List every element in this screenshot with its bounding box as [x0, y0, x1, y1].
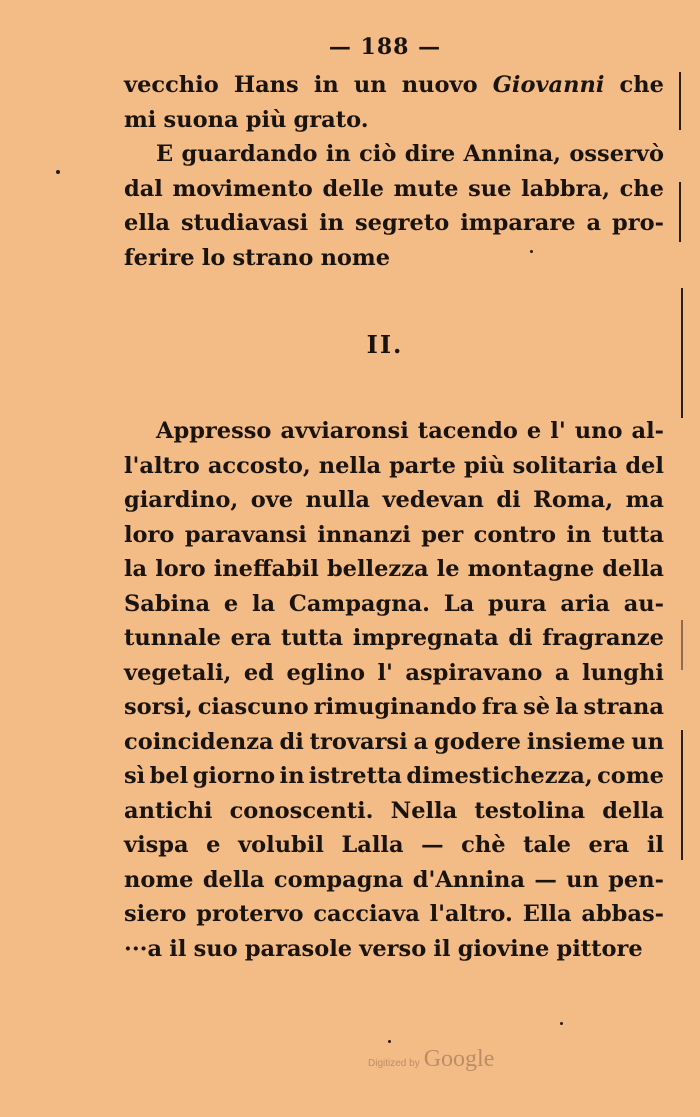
word: guardando	[181, 141, 318, 167]
word: bellezza	[326, 556, 429, 582]
text-line	[124, 656, 664, 691]
word: fragranze	[542, 625, 664, 651]
word: l'	[550, 418, 566, 444]
word: Campagna.	[288, 590, 431, 617]
word: di	[508, 625, 533, 651]
word: suo	[193, 935, 238, 962]
word: testolina	[474, 797, 586, 824]
word: parte	[389, 452, 456, 479]
word: compagna	[273, 866, 404, 893]
word: sì	[124, 763, 146, 789]
word: lunghi	[582, 659, 664, 686]
text-line	[124, 690, 664, 725]
text-line	[124, 206, 664, 241]
watermark-small-text: Digitized by	[368, 1058, 420, 1069]
word: Giovanni	[492, 72, 605, 98]
word: che	[619, 175, 664, 202]
word: e	[223, 590, 239, 617]
word: a	[413, 728, 429, 755]
word: tacendo	[417, 418, 518, 444]
word: tutta	[280, 625, 344, 651]
text-line	[124, 863, 664, 898]
word: la	[555, 694, 579, 720]
page-number: — 188 —	[328, 34, 442, 60]
word: il	[433, 935, 451, 962]
word: l'	[377, 659, 393, 686]
word: giorno	[192, 763, 276, 789]
word: pen-	[608, 866, 664, 893]
text-line	[124, 828, 664, 863]
text-line	[124, 621, 664, 656]
word: antichi	[124, 797, 213, 824]
word: grato.	[293, 106, 369, 133]
word: le	[436, 556, 460, 582]
word: vegetali,	[124, 659, 232, 686]
word: nome	[124, 866, 194, 893]
scan-speck	[388, 1040, 391, 1043]
word: —	[534, 866, 557, 893]
word: dal	[124, 175, 163, 202]
word: loro	[124, 521, 175, 548]
word: mi	[124, 106, 157, 133]
word: eglino	[286, 659, 365, 686]
word: vecchio	[124, 72, 219, 98]
scan-margin-rule	[679, 182, 681, 242]
word: come	[597, 763, 664, 789]
word: la	[124, 556, 148, 582]
word: e	[206, 832, 221, 858]
text-block-before-heading	[124, 68, 664, 275]
word: Nella	[390, 797, 458, 824]
scan-speck	[56, 170, 60, 174]
word: più	[245, 106, 287, 133]
digitized-watermark	[368, 1046, 494, 1073]
scan-margin-rule	[681, 620, 683, 670]
word: imparare	[460, 210, 576, 236]
word: pittore	[556, 935, 643, 962]
word: giardino,	[124, 487, 239, 513]
text-line	[124, 587, 664, 622]
word: Sabina	[124, 590, 211, 617]
text-line	[124, 483, 664, 518]
word: strano	[232, 244, 314, 271]
word: nome	[320, 244, 391, 271]
text-line	[124, 414, 664, 449]
text-line	[124, 518, 664, 553]
word: nulla	[305, 487, 370, 513]
word: Roma,	[533, 487, 614, 513]
word: aspiravano	[405, 659, 543, 686]
word: verso	[359, 935, 427, 962]
scan-margin-rule	[681, 730, 683, 860]
word: sue	[468, 175, 512, 202]
word: conoscenti.	[229, 797, 374, 824]
word: avviaronsi	[280, 418, 409, 444]
word: bel	[149, 763, 189, 789]
text-line	[124, 449, 664, 484]
word: contro	[473, 521, 556, 548]
word: nella	[318, 452, 382, 479]
word: siero	[124, 901, 187, 927]
word: un	[353, 72, 387, 98]
word: studiavasi	[180, 210, 309, 236]
word: della	[602, 797, 664, 824]
word: un	[631, 728, 664, 755]
word: pura	[488, 590, 547, 617]
word: ciò	[359, 141, 397, 167]
word: osservò	[569, 141, 664, 167]
word: parasole	[244, 935, 353, 962]
word: più	[463, 452, 505, 479]
word: il	[169, 935, 187, 962]
word: godere	[433, 728, 521, 755]
section-heading: II.	[366, 330, 404, 359]
word: ella	[124, 210, 170, 236]
text-line	[124, 172, 664, 207]
scan-speck	[530, 250, 533, 253]
word: Hans	[233, 72, 299, 98]
word: nuovo	[401, 72, 478, 98]
word: dire	[404, 141, 456, 167]
word: il	[646, 832, 664, 858]
text-line	[124, 725, 664, 760]
word: di	[496, 487, 521, 513]
word: al-	[631, 418, 664, 444]
word: in	[313, 72, 339, 98]
word: ma	[625, 487, 664, 513]
word: impregnata	[352, 625, 499, 651]
scan-margin-rule	[681, 288, 683, 418]
word: del	[625, 452, 664, 479]
word: tale	[523, 832, 571, 858]
word: ciascuno	[197, 694, 309, 720]
word: Appresso	[156, 418, 272, 444]
scan-margin-rule	[679, 72, 681, 130]
word: ove	[250, 487, 294, 513]
word: l'altro.	[429, 901, 513, 927]
text-line	[124, 68, 664, 103]
word: insieme	[526, 728, 626, 755]
word: che	[619, 72, 664, 98]
word: della	[202, 866, 265, 893]
text-line	[124, 759, 664, 794]
word: lo	[201, 244, 226, 271]
word: vispa	[124, 832, 189, 858]
word: pro-	[612, 210, 664, 236]
word: solitaria	[512, 452, 618, 479]
word: giovine	[457, 935, 550, 962]
word: era	[588, 832, 630, 858]
word: fra	[481, 694, 518, 720]
word: d'Annina	[412, 866, 525, 893]
word: sorsi,	[124, 694, 193, 720]
word: per	[421, 521, 464, 548]
word: ···a	[124, 935, 163, 962]
word: a	[554, 659, 570, 686]
word: —	[421, 832, 444, 858]
word: Annina,	[463, 141, 562, 167]
watermark-brand: Google	[423, 1046, 495, 1072]
word: aria	[560, 590, 610, 617]
word: movimento	[172, 175, 313, 202]
word: Ella	[522, 901, 572, 927]
word: rimuginando	[313, 694, 477, 720]
word: della	[602, 556, 664, 582]
word: abbas-	[581, 901, 664, 927]
word: La	[443, 590, 475, 617]
scan-speck	[560, 1022, 563, 1025]
word: ed	[243, 659, 274, 686]
text-line	[124, 552, 664, 587]
text-line	[124, 103, 664, 138]
word: protervo	[196, 901, 304, 927]
word: di	[279, 728, 304, 755]
word: coincidenza	[124, 728, 274, 755]
word: paravansi	[184, 521, 307, 548]
word: tunnale	[124, 625, 221, 651]
word: a	[586, 210, 602, 236]
word: E	[156, 141, 174, 167]
word: e	[526, 418, 542, 444]
word: in	[279, 763, 305, 789]
word: delle	[322, 175, 384, 202]
word: istretta	[308, 763, 402, 789]
word: era	[230, 625, 272, 651]
word: trovarsi	[309, 728, 408, 755]
word: un	[566, 866, 599, 893]
word: dimestichezza,	[406, 763, 593, 789]
text-line	[124, 137, 664, 172]
word: au-	[623, 590, 664, 617]
word: uno	[574, 418, 623, 444]
word: la	[251, 590, 276, 617]
text-line	[124, 794, 664, 829]
word: mute	[393, 175, 459, 202]
word: ferire	[124, 244, 195, 271]
word: volubil	[238, 832, 324, 858]
word: sè	[523, 694, 551, 720]
word: tutta	[601, 521, 664, 548]
word: chè	[461, 832, 506, 858]
word: segreto	[354, 210, 450, 236]
word: strana	[583, 694, 664, 720]
word: montagne	[467, 556, 595, 582]
word: Lalla	[341, 832, 404, 858]
word: l'altro	[124, 452, 200, 479]
word: labbra,	[521, 175, 610, 202]
text-line	[124, 932, 664, 967]
word: in	[566, 521, 592, 548]
word: accosto,	[207, 452, 311, 479]
word: innanzi	[317, 521, 411, 548]
text-block-after-heading	[124, 414, 664, 966]
word: ineffabil	[213, 556, 319, 582]
text-line	[124, 241, 664, 276]
word: suona	[163, 106, 239, 133]
word: vedevan	[382, 487, 484, 513]
word: in	[325, 141, 351, 167]
word: cacciava	[313, 901, 420, 927]
word: in	[319, 210, 344, 236]
text-line	[124, 897, 664, 932]
word: loro	[155, 556, 206, 582]
